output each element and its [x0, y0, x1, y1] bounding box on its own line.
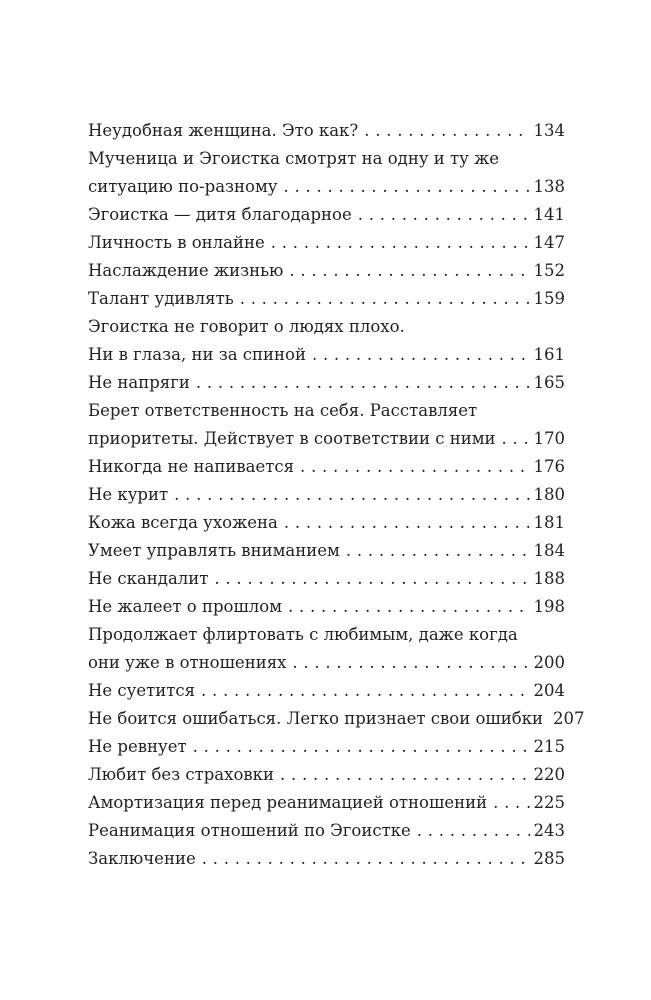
- toc-entry-title: Не суетится: [88, 681, 196, 700]
- toc-entry-line-with-page: [88, 285, 565, 313]
- dot-leader: [168, 481, 529, 509]
- dot-leader: [208, 565, 529, 593]
- dot-leader: [265, 229, 530, 257]
- dot-leader: [340, 537, 530, 565]
- toc-entry-title: Личность в онлайне: [88, 233, 265, 252]
- toc-entry-line-with-page: [88, 565, 565, 593]
- dot-leader: [358, 117, 529, 145]
- toc-entry-line: [88, 397, 565, 425]
- toc-page-number: 184: [533, 541, 565, 560]
- toc-entry[interactable]: [88, 845, 565, 873]
- dot-leader: [195, 677, 529, 705]
- dot-leader: [282, 593, 529, 621]
- toc-entry-line-with-page: [88, 229, 565, 257]
- dot-leader: [496, 425, 530, 453]
- toc-entry-line-with-page: [88, 789, 565, 817]
- toc-page-number: 188: [533, 569, 565, 588]
- toc-page-number: 138: [533, 177, 565, 196]
- toc-page-number: 180: [533, 485, 565, 504]
- toc-entry-title: Не курит: [88, 485, 169, 504]
- toc-entry-line-with-page: [88, 649, 565, 677]
- toc-entry[interactable]: [88, 621, 565, 677]
- toc-entry-line: [88, 621, 565, 649]
- toc-page-number: 220: [533, 765, 565, 784]
- toc-entry[interactable]: [88, 593, 565, 621]
- dot-leader: [278, 509, 530, 537]
- toc-entry-line-with-page: [88, 257, 565, 285]
- toc-entry-title: Реанимация отношений по Эгоистке: [88, 821, 411, 840]
- toc-entry-title: Любит без страховки: [88, 765, 274, 784]
- toc-page-number: 134: [533, 121, 565, 140]
- dot-leader: [352, 201, 530, 229]
- dot-leader: [411, 817, 530, 845]
- toc-entry-line-with-page: [88, 341, 565, 369]
- toc-page-number: 200: [533, 653, 565, 672]
- toc-page-number: 170: [533, 429, 565, 448]
- toc-page-number: 243: [533, 821, 565, 840]
- toc-page-number: 198: [533, 597, 565, 616]
- dot-leader: [283, 257, 529, 285]
- toc-page-number: 215: [533, 737, 565, 756]
- toc-entry[interactable]: [88, 677, 565, 705]
- toc-entry-title: Амортизация перед реанимацией отношений: [88, 793, 488, 812]
- toc-entry-title: Никогда не напивается: [88, 457, 295, 476]
- toc-entry-line-with-page: [88, 369, 565, 397]
- table-of-contents: [88, 117, 585, 873]
- toc-entry-title: Не скандалит: [88, 569, 209, 588]
- toc-entry-title: ситуацию по-разному: [88, 177, 278, 196]
- toc-entry[interactable]: [88, 145, 565, 201]
- toc-entry[interactable]: [88, 257, 565, 285]
- toc-entry-title: Неудобная женщина. Это как?: [88, 121, 359, 140]
- toc-entry[interactable]: [88, 229, 565, 257]
- toc-entry[interactable]: [88, 397, 565, 453]
- toc-entry[interactable]: [88, 509, 565, 537]
- toc-entry-title: Берет ответственность на себя. Расставляет: [88, 401, 478, 420]
- toc-entry-title: Заключение: [88, 849, 196, 868]
- toc-entry-title: приоритеты. Действует в соответствии с ними: [88, 429, 496, 448]
- toc-page-number: 159: [533, 289, 565, 308]
- toc-page-number: 207: [553, 709, 585, 728]
- toc-entry-line-with-page: [88, 509, 565, 537]
- toc-entry[interactable]: [88, 285, 565, 313]
- dot-leader: [278, 173, 530, 201]
- toc-entry-title: Не боится ошибаться. Легко признает свои ошибки: [88, 709, 543, 728]
- dot-leader: [274, 761, 530, 789]
- toc-entry[interactable]: [88, 201, 565, 229]
- toc-entry[interactable]: [88, 789, 565, 817]
- toc-entry-title: Не ревнует: [88, 737, 187, 756]
- toc-entry-line: [88, 145, 565, 173]
- toc-entry-line-with-page: [88, 453, 565, 481]
- toc-entry-title: Эгоистка не говорит о людях плохо.: [88, 317, 405, 336]
- toc-entry-title: Ни в глаза, ни за спиной: [88, 345, 306, 364]
- toc-entry[interactable]: [88, 117, 565, 145]
- toc-entry-line-with-page: [88, 705, 585, 733]
- toc-entry-line-with-page: [88, 425, 565, 453]
- toc-page-number: 147: [533, 233, 565, 252]
- toc-page-number: 176: [533, 457, 565, 476]
- toc-entry-title: Умеет управлять вниманием: [88, 541, 340, 560]
- toc-entry-line-with-page: [88, 677, 565, 705]
- toc-entry[interactable]: [88, 705, 585, 733]
- dot-leader: [234, 285, 530, 313]
- toc-entry-line-with-page: [88, 173, 565, 201]
- toc-entry[interactable]: [88, 369, 565, 397]
- dot-leader: [306, 341, 530, 369]
- toc-page-number: 161: [533, 345, 565, 364]
- toc-entry[interactable]: [88, 733, 565, 761]
- toc-entry-title: Мученица и Эгоистка смотрят на одну и ту же: [88, 149, 500, 168]
- dot-leader: [190, 369, 530, 397]
- toc-entry[interactable]: [88, 453, 565, 481]
- dot-leader: [196, 845, 530, 873]
- toc-entry-title: Не жалеет о прошлом: [88, 597, 283, 616]
- toc-entry-line-with-page: [88, 845, 565, 873]
- toc-entry-title: Эгоистка — дитя благодарное: [88, 205, 352, 224]
- toc-entry-line: [88, 313, 565, 341]
- dot-leader: [286, 649, 529, 677]
- toc-entry-line-with-page: [88, 593, 565, 621]
- toc-entry-line-with-page: [88, 201, 565, 229]
- toc-entry-line-with-page: [88, 537, 565, 565]
- toc-entry-line-with-page: [88, 481, 565, 509]
- dot-leader: [487, 789, 529, 817]
- toc-entry-title: Не напряги: [88, 373, 190, 392]
- dot-leader: [294, 453, 529, 481]
- toc-entry[interactable]: [88, 817, 565, 845]
- toc-entry-line-with-page: [88, 117, 565, 145]
- toc-entry-line-with-page: [88, 817, 565, 845]
- toc-page-number: 225: [533, 793, 565, 812]
- toc-page-number: 204: [533, 681, 565, 700]
- toc-entry-title: Кожа всегда ухожена: [88, 513, 278, 532]
- toc-page-number: 181: [533, 513, 565, 532]
- dot-leader: [187, 733, 530, 761]
- toc-entry-line-with-page: [88, 761, 565, 789]
- toc-page-number: 165: [533, 373, 565, 392]
- toc-entry-line-with-page: [88, 733, 565, 761]
- toc-page-number: 152: [533, 261, 565, 280]
- toc-entry-title: они уже в отношениях: [88, 653, 287, 672]
- toc-entry[interactable]: [88, 565, 565, 593]
- toc-entry[interactable]: [88, 761, 565, 789]
- toc-entry[interactable]: [88, 481, 565, 509]
- toc-entry[interactable]: [88, 313, 565, 369]
- toc-entry[interactable]: [88, 537, 565, 565]
- toc-entry-title: Продолжает флиртовать с любимым, даже когда: [88, 625, 518, 644]
- toc-entry-title: Наслаждение жизнью: [88, 261, 284, 280]
- toc-entry-title: Талант удивлять: [88, 289, 234, 308]
- toc-page-number: 285: [533, 849, 565, 868]
- toc-page-number: 141: [533, 205, 565, 224]
